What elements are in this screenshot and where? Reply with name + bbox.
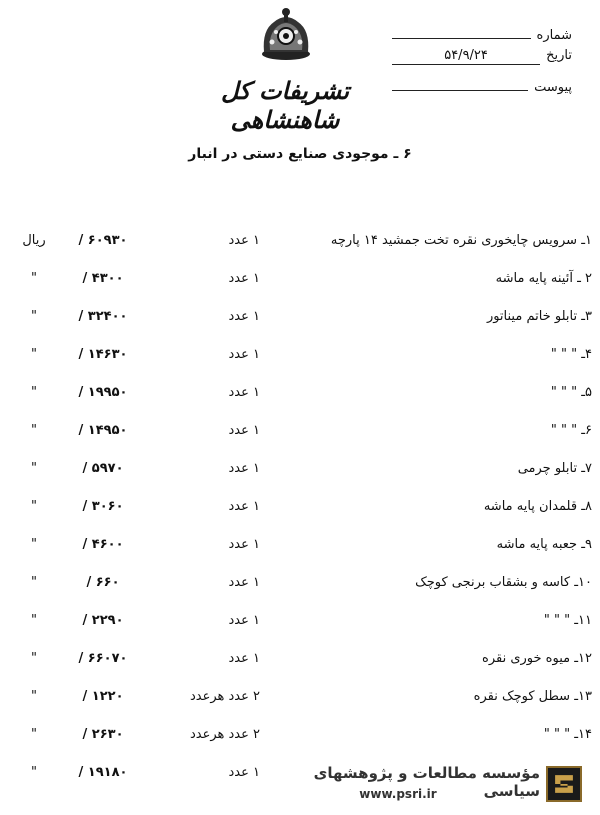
item-quantity: ۲ عدد هرعدد <box>189 689 260 704</box>
number-label: شماره <box>536 28 572 43</box>
item-quantity: ۱ عدد <box>228 271 260 286</box>
item-description: ۶ـ " " " <box>550 423 592 438</box>
institute-watermark-text: مؤسسه مطالعات و پژوهشهای سیاسی <box>313 764 540 800</box>
item-price: ۱۴۹۵۰ / <box>78 423 128 438</box>
list-item <box>0 499 600 523</box>
item-price: ۱۴۶۳۰ / <box>78 347 128 362</box>
item-currency: " <box>31 765 37 780</box>
item-quantity: ۱ عدد <box>228 347 260 362</box>
item-price: ۱۲۲۰ / <box>82 689 124 704</box>
item-quantity: ۱ عدد <box>228 233 260 248</box>
list-item <box>0 651 600 675</box>
item-quantity: ۱ عدد <box>228 537 260 552</box>
item-description: ۵ـ " " " <box>550 385 592 400</box>
item-currency: " <box>31 689 37 704</box>
item-currency: " <box>31 575 37 590</box>
item-description: ۱ـ سرویس چایخوری نقره تخت جمشید ۱۴ پارچه <box>330 233 592 248</box>
item-quantity: ۱ عدد <box>228 461 260 476</box>
crown-emblem-icon <box>256 6 316 64</box>
item-currency: " <box>31 385 37 400</box>
item-price: ۴۳۰۰ / <box>82 271 124 286</box>
list-item <box>0 461 600 485</box>
attachment-label: پیوست <box>534 80 572 95</box>
item-quantity: ۲ عدد هرعدد <box>189 727 260 742</box>
section-heading: ۶ ـ موجودی صنایع دستی در انبار <box>188 146 412 162</box>
item-price: ۲۲۹۰ / <box>82 613 124 628</box>
item-description: ۷ـ تابلو چرمی <box>517 461 592 476</box>
item-currency: " <box>31 499 37 514</box>
item-price: ۱۹۹۵۰ / <box>78 385 128 400</box>
list-item <box>0 423 600 447</box>
item-price: ۳۲۴۰۰ / <box>78 309 128 324</box>
item-description: ۱۴ـ " " " <box>543 727 592 742</box>
institute-logo-icon <box>546 766 582 802</box>
date-row <box>392 48 572 74</box>
item-currency: " <box>31 651 37 666</box>
item-currency: " <box>31 271 37 286</box>
item-quantity: ۱ عدد <box>228 765 260 780</box>
item-quantity: ۱ عدد <box>228 309 260 324</box>
list-item <box>0 385 600 409</box>
item-description: ۳ـ تابلو خاتم میناتور <box>486 309 592 324</box>
item-currency: " <box>31 537 37 552</box>
item-currency: " <box>31 423 37 438</box>
item-quantity: ۱ عدد <box>228 499 260 514</box>
item-quantity: ۱ عدد <box>228 613 260 628</box>
item-price: ۶۶۰۷۰ / <box>78 651 128 666</box>
list-item <box>0 347 600 371</box>
organization-title: تشریفات کل شاهنشاهی <box>220 76 349 134</box>
item-quantity: ۱ عدد <box>228 423 260 438</box>
item-currency: ریال <box>22 233 46 248</box>
list-item <box>0 727 600 751</box>
item-description: ۹ـ جعبه پایه ماشه <box>496 537 592 552</box>
attachment-row <box>392 74 572 100</box>
item-quantity: ۱ عدد <box>228 575 260 590</box>
attachment-value <box>392 74 528 91</box>
item-currency: " <box>31 727 37 742</box>
date-value: ۵۴/۹/۲۴ <box>392 48 540 65</box>
letter-meta <box>392 22 572 100</box>
number-row <box>392 22 572 48</box>
item-description: ۱۰ـ کاسه و بشقاب برنجی کوچک <box>415 575 592 590</box>
list-item <box>0 613 600 637</box>
item-price: ۳۰۶۰ / <box>82 499 124 514</box>
list-item <box>0 537 600 561</box>
list-item <box>0 575 600 599</box>
date-label: تاریخ <box>546 48 572 63</box>
item-price: ۱۹۱۸۰ / <box>78 765 128 780</box>
list-item <box>0 233 600 257</box>
number-value <box>392 22 531 39</box>
item-description: ۸ـ قلمدان پایه ماشه <box>483 499 592 514</box>
item-price: ۲۶۳۰ / <box>82 727 124 742</box>
list-item <box>0 271 600 295</box>
institute-url: www.psri.ir <box>359 787 437 801</box>
item-description: ۲ ـ آئینه پایه ماشه <box>495 271 592 286</box>
item-description: ۱۱ـ " " " <box>543 613 592 628</box>
item-currency: " <box>31 347 37 362</box>
item-quantity: ۱ عدد <box>228 385 260 400</box>
item-price: ۴۶۰۰ / <box>82 537 124 552</box>
item-quantity: ۱ عدد <box>228 651 260 666</box>
item-currency: " <box>31 461 37 476</box>
item-currency: " <box>31 309 37 324</box>
item-currency: " <box>31 613 37 628</box>
item-description: ۱۳ـ سطل کوچک نقره <box>473 689 592 704</box>
list-item <box>0 689 600 713</box>
item-price: ۵۹۷۰ / <box>82 461 124 476</box>
item-description: ۱۲ـ میوه خوری نقره <box>482 651 592 666</box>
list-item <box>0 309 600 333</box>
item-price: ۶۶۰ / <box>86 575 120 590</box>
item-description: ۴ـ " " " <box>550 347 592 362</box>
item-price: ۶۰۹۳۰ / <box>78 233 128 248</box>
